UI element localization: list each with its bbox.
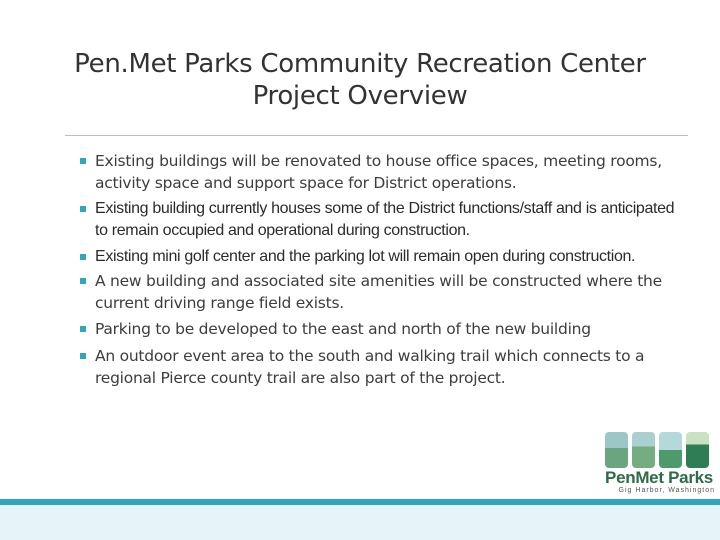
bullet-text: Existing building currently houses some of the District functions/staff and is anticipated to remain occupied and operational during construction. [95, 200, 675, 239]
bullet-text: Existing buildings will be renovated to house office spaces, meeting rooms, activity space and support space for District operations. [95, 152, 662, 192]
bullet-item [80, 270, 680, 314]
slide-title-line-1: Pen.Met Parks Community Recreation Center [74, 49, 646, 79]
bullet-item [80, 246, 680, 268]
footer-band [0, 505, 720, 540]
logo-landscape-tiles [605, 432, 711, 468]
bullet-list [80, 150, 680, 389]
logo-tile-trees-icon [686, 432, 709, 468]
slide-title-line-2: Project Overview [252, 81, 468, 111]
logo-tagline: Gig Harbor, Washington [618, 487, 715, 494]
bullet-marker-icon [80, 254, 86, 260]
logo-tile-people-icon [659, 432, 682, 468]
logo-tile-water-icon [605, 432, 628, 468]
bullet-text: An outdoor event area to the south and walking trail which connects to a regional Pierce county trail are also part of the project. [95, 347, 645, 387]
bullet-marker-icon [80, 278, 86, 284]
logo-tile-playground-icon [632, 432, 655, 468]
slide-title [60, 48, 660, 112]
logo-name: PenMet Parks [605, 468, 713, 487]
title-divider [65, 135, 688, 136]
bullet-item [80, 345, 680, 389]
bullet-marker-icon [80, 158, 86, 164]
bullet-text: Existing mini golf center and the parking lot will remain open during construction. [95, 248, 636, 265]
bullet-text: A new building and associated site amenities will be constructed where the current driving range field exists. [95, 272, 662, 312]
bullet-marker-icon [80, 353, 86, 359]
penmet-parks-logo [603, 430, 715, 496]
bullet-item [80, 150, 680, 194]
bullet-marker-icon [80, 206, 86, 212]
bullet-marker-icon [80, 326, 86, 332]
bullet-text: Parking to be developed to the east and north of the new building [95, 320, 591, 338]
bullet-item [80, 198, 680, 242]
bullet-item [80, 318, 680, 340]
